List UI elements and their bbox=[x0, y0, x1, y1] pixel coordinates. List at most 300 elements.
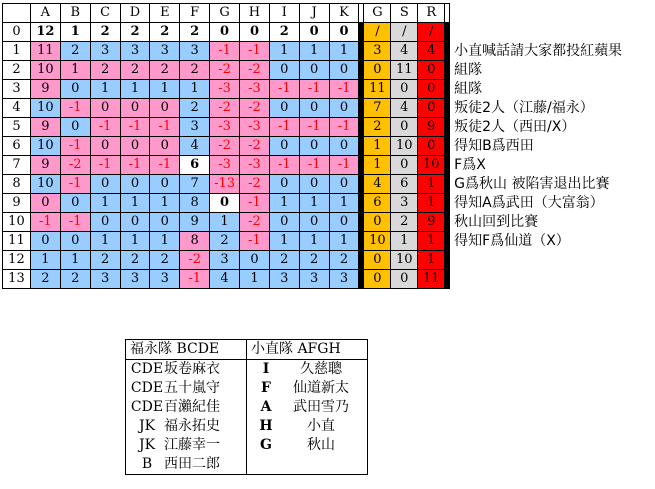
score-cell: -1 bbox=[329, 156, 359, 175]
score-cell: 0 bbox=[329, 175, 359, 194]
s-value: 4 bbox=[391, 99, 418, 118]
score-cell: 2 bbox=[120, 251, 150, 270]
r-value: 4 bbox=[418, 42, 445, 61]
s-value: 2 bbox=[391, 213, 418, 232]
r-value: 1 bbox=[418, 175, 445, 194]
right-member-cell bbox=[247, 398, 368, 417]
r-value: 0 bbox=[418, 137, 445, 156]
score-cell: -2 bbox=[210, 137, 240, 156]
round-note bbox=[450, 251, 655, 270]
r-value: 9 bbox=[418, 213, 445, 232]
r-value: 1 bbox=[418, 251, 445, 270]
g-value: 0 bbox=[364, 270, 391, 289]
score-cell: 2 bbox=[120, 61, 150, 80]
player-column-header: K bbox=[329, 4, 359, 23]
score-cell: 3 bbox=[150, 42, 180, 61]
member-name: 江藤幸一 bbox=[164, 437, 220, 453]
s-value: 0 bbox=[391, 156, 418, 175]
round-number: 5 bbox=[3, 118, 31, 137]
score-cell: -2 bbox=[210, 61, 240, 80]
score-cell: 1 bbox=[299, 232, 329, 251]
score-cell: 3 bbox=[90, 42, 120, 61]
score-cell: -1 bbox=[120, 118, 150, 137]
roster-row bbox=[126, 417, 368, 436]
r-value: 11 bbox=[418, 270, 445, 289]
score-cell: 1 bbox=[120, 80, 150, 99]
member-name: 百瀨紀佳 bbox=[164, 399, 220, 415]
member-name: 秋山 bbox=[307, 437, 335, 453]
member-tag: CDE bbox=[130, 361, 164, 377]
score-cell: 3 bbox=[180, 118, 210, 137]
score-cell: 0 bbox=[210, 194, 240, 213]
score-cell: 1 bbox=[120, 194, 150, 213]
score-cell: 2 bbox=[90, 251, 120, 270]
member-name: 武田雪乃 bbox=[293, 399, 349, 415]
player-column-header: B bbox=[60, 4, 90, 23]
score-cell: 2 bbox=[120, 23, 150, 42]
score-cell: 1 bbox=[299, 42, 329, 61]
score-cell: 0 bbox=[299, 61, 329, 80]
s-value: 10 bbox=[391, 137, 418, 156]
score-table-body bbox=[3, 4, 655, 289]
r-value: 1 bbox=[418, 232, 445, 251]
round-row bbox=[3, 156, 655, 175]
score-cell: 0 bbox=[120, 175, 150, 194]
score-cell: 0 bbox=[60, 194, 90, 213]
score-cell: -1 bbox=[269, 118, 299, 137]
score-cell: 3 bbox=[269, 270, 299, 289]
score-cell: -2 bbox=[240, 213, 270, 232]
round-row bbox=[3, 232, 655, 251]
member-tag: A bbox=[260, 399, 272, 415]
player-column-header: F bbox=[180, 4, 210, 23]
score-cell: 0 bbox=[90, 175, 120, 194]
r-value: 10 bbox=[418, 156, 445, 175]
g-value: 6 bbox=[364, 194, 391, 213]
score-cell: -1 bbox=[329, 118, 359, 137]
player-column-header: D bbox=[120, 4, 150, 23]
roster-row bbox=[126, 455, 368, 475]
score-cell: 1 bbox=[90, 194, 120, 213]
score-cell: -2 bbox=[240, 61, 270, 80]
player-column-header: H bbox=[240, 4, 270, 23]
score-cell: -3 bbox=[210, 80, 240, 99]
r-value: 0 bbox=[418, 99, 445, 118]
score-cell: 4 bbox=[180, 137, 210, 156]
round-row bbox=[3, 137, 655, 156]
score-cell: 0 bbox=[90, 137, 120, 156]
score-cell: 1 bbox=[60, 61, 90, 80]
g-value: 1 bbox=[364, 137, 391, 156]
s-value: 1 bbox=[391, 232, 418, 251]
score-cell: 2 bbox=[150, 61, 180, 80]
score-cell: 2 bbox=[150, 23, 180, 42]
score-cell: 0 bbox=[90, 99, 120, 118]
score-cell: -1 bbox=[240, 42, 270, 61]
score-cell: 0 bbox=[329, 61, 359, 80]
round-row bbox=[3, 42, 655, 61]
score-cell: 0 bbox=[329, 137, 359, 156]
score-cell: -1 bbox=[90, 118, 120, 137]
member-tag: I bbox=[262, 361, 270, 377]
roster-row bbox=[126, 398, 368, 417]
score-cell: -1 bbox=[269, 156, 299, 175]
score-cell: 2 bbox=[60, 42, 90, 61]
score-cell: 3 bbox=[299, 270, 329, 289]
score-table bbox=[2, 3, 655, 289]
member-name: 福永拓史 bbox=[164, 418, 220, 434]
score-cell: -1 bbox=[299, 80, 329, 99]
round-note: 秋山回到比賽 bbox=[454, 214, 539, 230]
score-cell: -13 bbox=[210, 175, 240, 194]
score-cell: 1 bbox=[329, 194, 359, 213]
right-member-cell bbox=[247, 417, 368, 436]
left-member-cell bbox=[126, 436, 247, 455]
score-cell: 0 bbox=[299, 99, 329, 118]
roster-row bbox=[126, 436, 368, 455]
r-value: 1 bbox=[418, 194, 445, 213]
left-member-cell bbox=[126, 360, 247, 380]
score-cell: -2 bbox=[240, 175, 270, 194]
round-number: 9 bbox=[3, 194, 31, 213]
score-cell: 0 bbox=[329, 213, 359, 232]
s-value: 3 bbox=[391, 194, 418, 213]
score-cell: 8 bbox=[180, 232, 210, 251]
score-cell: -1 bbox=[269, 80, 299, 99]
score-cell: -1 bbox=[299, 118, 329, 137]
score-cell: 0 bbox=[150, 213, 180, 232]
g-value: 1 bbox=[364, 156, 391, 175]
right-member-cell bbox=[247, 360, 368, 380]
s-value: 10 bbox=[391, 251, 418, 270]
score-cell: 2 bbox=[90, 61, 120, 80]
s-value: 4 bbox=[391, 42, 418, 61]
score-cell: -1 bbox=[60, 213, 90, 232]
score-cell: -3 bbox=[240, 80, 270, 99]
score-cell: 0 bbox=[299, 23, 329, 42]
team-header-row bbox=[126, 340, 368, 360]
g-value: 3 bbox=[364, 42, 391, 61]
score-cell: 10 bbox=[30, 175, 60, 194]
score-cell: 2 bbox=[180, 99, 210, 118]
score-cell: 9 bbox=[180, 213, 210, 232]
score-cell: 2 bbox=[90, 23, 120, 42]
g-value: 2 bbox=[364, 118, 391, 137]
score-cell: 1 bbox=[329, 42, 359, 61]
score-cell: -2 bbox=[240, 137, 270, 156]
score-cell: 9 bbox=[30, 80, 60, 99]
g-value: 4 bbox=[364, 175, 391, 194]
member-name: 仙道新太 bbox=[293, 380, 349, 396]
score-cell: -1 bbox=[60, 99, 90, 118]
score-cell: 0 bbox=[150, 137, 180, 156]
round-note: 小直喊話請大家都投紅蘋果 bbox=[454, 43, 623, 59]
left-member-cell bbox=[126, 455, 247, 475]
r-column-header: R bbox=[418, 4, 445, 23]
round-row bbox=[3, 175, 655, 194]
score-cell: 9 bbox=[30, 156, 60, 175]
g-value: / bbox=[364, 23, 391, 42]
score-cell: -1 bbox=[30, 213, 60, 232]
g-column-header: G bbox=[364, 4, 391, 23]
score-cell: 0 bbox=[60, 232, 90, 251]
g-value: 0 bbox=[364, 61, 391, 80]
member-name: 久慈聰 bbox=[300, 361, 342, 377]
r-value: 0 bbox=[418, 80, 445, 99]
score-cell: 10 bbox=[30, 61, 60, 80]
score-cell: 2 bbox=[180, 23, 210, 42]
score-cell: -1 bbox=[60, 175, 90, 194]
score-cell: 0 bbox=[240, 251, 270, 270]
player-column-header: G bbox=[210, 4, 240, 23]
score-cell: -1 bbox=[240, 194, 270, 213]
score-cell: 0 bbox=[240, 23, 270, 42]
round-note: 得知F爲仙道（X） bbox=[454, 233, 570, 249]
score-cell: 6 bbox=[180, 156, 210, 175]
r-value: 9 bbox=[418, 118, 445, 137]
score-cell: 0 bbox=[269, 99, 299, 118]
member-name: 西田二郎 bbox=[164, 456, 220, 472]
score-cell: 2 bbox=[269, 23, 299, 42]
score-cell: 1 bbox=[210, 213, 240, 232]
right-member-cell bbox=[247, 379, 368, 398]
score-cell: -1 bbox=[90, 156, 120, 175]
score-cell: 1 bbox=[120, 232, 150, 251]
round-number: 4 bbox=[3, 99, 31, 118]
round-note: 得知A爲武田（大富翁） bbox=[454, 195, 604, 211]
member-tag: CDE bbox=[130, 399, 164, 415]
score-cell: -3 bbox=[240, 156, 270, 175]
score-cell: 10 bbox=[30, 99, 60, 118]
s-value: 6 bbox=[391, 175, 418, 194]
player-column-header: I bbox=[269, 4, 299, 23]
score-cell: 0 bbox=[120, 213, 150, 232]
score-cell: 1 bbox=[60, 251, 90, 270]
score-cell: 1 bbox=[299, 194, 329, 213]
score-cell: 2 bbox=[329, 251, 359, 270]
member-tag: CDE bbox=[130, 380, 164, 396]
round-row bbox=[3, 23, 655, 42]
score-cell: 1 bbox=[90, 80, 120, 99]
member-name: 坂卷麻衣 bbox=[164, 361, 220, 377]
score-cell: -1 bbox=[150, 156, 180, 175]
left-member-cell bbox=[126, 417, 247, 436]
s-column-header: S bbox=[391, 4, 418, 23]
round-number: 11 bbox=[3, 232, 31, 251]
member-tag: JK bbox=[138, 437, 156, 453]
team-roster-table bbox=[125, 339, 368, 475]
score-cell: 0 bbox=[60, 118, 90, 137]
player-column-header: J bbox=[299, 4, 329, 23]
s-value: 0 bbox=[391, 270, 418, 289]
score-cell: 0 bbox=[269, 137, 299, 156]
score-cell: 0 bbox=[90, 213, 120, 232]
score-cell: 3 bbox=[150, 270, 180, 289]
score-cell: -1 bbox=[329, 80, 359, 99]
right-member-cell bbox=[247, 455, 368, 475]
s-value: 11 bbox=[391, 61, 418, 80]
score-cell: 0 bbox=[329, 23, 359, 42]
score-cell: 1 bbox=[269, 42, 299, 61]
score-cell: 0 bbox=[30, 194, 60, 213]
round-note: 組隊 bbox=[454, 62, 483, 78]
score-cell: 12 bbox=[30, 23, 60, 42]
r-value: / bbox=[418, 23, 445, 42]
score-cell: 11 bbox=[30, 42, 60, 61]
score-cell: 1 bbox=[60, 23, 90, 42]
score-cell: 3 bbox=[120, 42, 150, 61]
s-value: 0 bbox=[391, 118, 418, 137]
round-note: G爲秋山 被陷害退出比賽 bbox=[454, 176, 610, 192]
score-cell: 2 bbox=[60, 270, 90, 289]
round-number: 2 bbox=[3, 61, 31, 80]
score-cell: -2 bbox=[210, 99, 240, 118]
round-row bbox=[3, 194, 655, 213]
score-cell: -1 bbox=[240, 232, 270, 251]
score-cell: -1 bbox=[210, 42, 240, 61]
g-value: 10 bbox=[364, 232, 391, 251]
left-member-cell bbox=[126, 379, 247, 398]
round-row bbox=[3, 213, 655, 232]
score-cell: 3 bbox=[90, 270, 120, 289]
left-member-cell bbox=[126, 398, 247, 417]
score-cell: 1 bbox=[90, 232, 120, 251]
score-cell: -2 bbox=[180, 251, 210, 270]
score-cell: 9 bbox=[30, 118, 60, 137]
member-name: 小直 bbox=[307, 418, 335, 434]
score-cell: 1 bbox=[240, 270, 270, 289]
member-tag: H bbox=[259, 418, 273, 434]
score-cell: 0 bbox=[30, 232, 60, 251]
round-note: 得知B爲西田 bbox=[454, 138, 534, 154]
score-cell: 2 bbox=[180, 61, 210, 80]
score-cell: -1 bbox=[150, 118, 180, 137]
member-name: 五十嵐守 bbox=[164, 380, 220, 396]
score-cell: -3 bbox=[240, 118, 270, 137]
right-member-cell bbox=[247, 436, 368, 455]
round-number: 13 bbox=[3, 270, 31, 289]
member-tag: JK bbox=[138, 418, 156, 434]
round-row bbox=[3, 270, 655, 289]
score-cell: -3 bbox=[210, 156, 240, 175]
score-cell: 0 bbox=[269, 61, 299, 80]
score-cell: 0 bbox=[120, 137, 150, 156]
score-cell: 1 bbox=[30, 251, 60, 270]
s-value: 0 bbox=[391, 80, 418, 99]
score-cell: 1 bbox=[150, 194, 180, 213]
score-cell: 0 bbox=[329, 99, 359, 118]
score-cell: 0 bbox=[150, 175, 180, 194]
member-tag: F bbox=[261, 380, 271, 396]
score-cell: 3 bbox=[120, 270, 150, 289]
round-number: 6 bbox=[3, 137, 31, 156]
score-cell: 0 bbox=[269, 175, 299, 194]
round-number: 3 bbox=[3, 80, 31, 99]
right-team-title: 小直隊 AFGH bbox=[247, 340, 368, 360]
g-value: 11 bbox=[364, 80, 391, 99]
member-tag: B bbox=[141, 456, 153, 472]
score-cell: 3 bbox=[180, 42, 210, 61]
s-value: / bbox=[391, 23, 418, 42]
round-note: 組隊 bbox=[454, 81, 483, 97]
round-note bbox=[450, 23, 655, 42]
round-number: 8 bbox=[3, 175, 31, 194]
header-row bbox=[3, 4, 655, 23]
corner-cell bbox=[3, 4, 31, 23]
score-cell: -1 bbox=[180, 270, 210, 289]
round-note: 叛徒2人（西田/X） bbox=[454, 119, 576, 135]
round-note bbox=[450, 270, 655, 289]
score-cell: -1 bbox=[299, 156, 329, 175]
score-cell: 1 bbox=[150, 80, 180, 99]
score-cell: 0 bbox=[60, 80, 90, 99]
round-row bbox=[3, 99, 655, 118]
score-cell: 3 bbox=[329, 270, 359, 289]
g-value: 0 bbox=[364, 213, 391, 232]
score-cell: -3 bbox=[210, 118, 240, 137]
score-cell: 1 bbox=[150, 232, 180, 251]
score-cell: -1 bbox=[60, 137, 90, 156]
player-column-header: A bbox=[30, 4, 60, 23]
score-cell: 1 bbox=[180, 80, 210, 99]
round-note: 叛徒2人（江藤/福永） bbox=[454, 100, 594, 116]
score-cell: 4 bbox=[210, 270, 240, 289]
r-value: 0 bbox=[418, 61, 445, 80]
score-cell: 1 bbox=[269, 194, 299, 213]
score-cell: -2 bbox=[60, 156, 90, 175]
score-cell: 2 bbox=[299, 251, 329, 270]
player-column-header: C bbox=[90, 4, 120, 23]
round-row bbox=[3, 80, 655, 99]
score-cell: 8 bbox=[180, 194, 210, 213]
round-number: 10 bbox=[3, 213, 31, 232]
round-note: F爲X bbox=[454, 157, 486, 173]
round-number: 0 bbox=[3, 23, 31, 42]
round-row bbox=[3, 251, 655, 270]
round-number: 7 bbox=[3, 156, 31, 175]
score-cell: 2 bbox=[269, 251, 299, 270]
score-cell: 0 bbox=[269, 213, 299, 232]
player-column-header: E bbox=[150, 4, 180, 23]
score-cell: -2 bbox=[240, 99, 270, 118]
score-cell: 2 bbox=[150, 251, 180, 270]
left-team-title: 福永隊 BCDE bbox=[126, 340, 247, 360]
roster-row bbox=[126, 360, 368, 380]
score-cell: 1 bbox=[329, 232, 359, 251]
score-cell: 0 bbox=[299, 175, 329, 194]
g-value: 7 bbox=[364, 99, 391, 118]
score-cell: 3 bbox=[210, 251, 240, 270]
note-cell bbox=[450, 4, 655, 23]
score-cell: -1 bbox=[120, 156, 150, 175]
round-row bbox=[3, 118, 655, 137]
team-roster-body bbox=[126, 340, 368, 475]
score-cell: 0 bbox=[299, 213, 329, 232]
g-value: 0 bbox=[364, 251, 391, 270]
score-cell: 1 bbox=[269, 232, 299, 251]
score-cell: 0 bbox=[120, 99, 150, 118]
score-cell: 0 bbox=[299, 137, 329, 156]
score-cell: 2 bbox=[210, 232, 240, 251]
score-cell: 0 bbox=[150, 99, 180, 118]
roster-row bbox=[126, 379, 368, 398]
round-number: 12 bbox=[3, 251, 31, 270]
member-tag: G bbox=[260, 437, 272, 453]
round-row bbox=[3, 61, 655, 80]
round-number: 1 bbox=[3, 42, 31, 61]
score-cell: 2 bbox=[30, 270, 60, 289]
score-cell: 0 bbox=[210, 23, 240, 42]
